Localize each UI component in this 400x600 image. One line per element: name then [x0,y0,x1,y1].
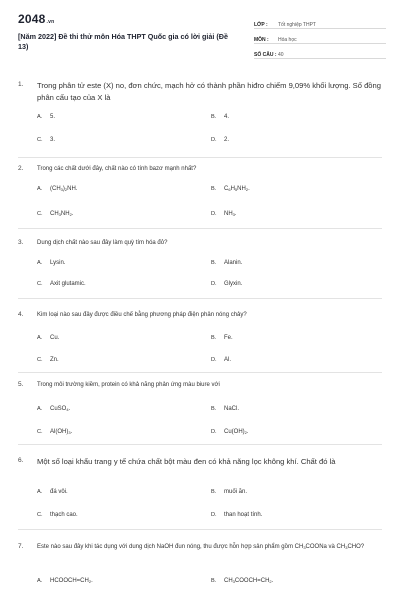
option-a[interactable] [37,333,59,343]
option-c[interactable] [37,427,72,437]
option-a[interactable] [37,487,68,497]
option-text: $CH_3NH_2$. [50,211,74,217]
option-text: than hoạt tính. [224,512,263,518]
option-a[interactable] [37,112,55,122]
option-b[interactable] [211,184,250,194]
question-number: 3. [18,239,24,246]
question-divider [18,157,382,158]
question-divider [18,529,382,530]
option-text: NaCl. [224,406,240,412]
option-text: $Al(OH)_3$. [50,429,73,435]
option-letter: D. [211,512,217,518]
option-text: Lysin. [50,260,66,266]
question-divider [18,444,382,445]
option-text: $CH_3COOCH=CH_2$. [224,578,274,584]
question-text: Dung dịch chất nào sau đây làm quỳ tím hóa đỏ? [37,240,168,246]
option-letter: B. [211,335,217,341]
question-text: Este nào sau đây khi tác dụng với dung dịch NaOH đun nóng, thu được hỗn hợp sản phẩm gồm $CH_3COONa$ và $CH_3CHO$? [37,544,365,550]
option-d[interactable] [211,510,262,520]
option-text: đá vôi. [50,489,68,495]
meta-label: MÔN : [254,37,269,43]
option-text: 3. [50,137,56,143]
option-letter: B. [211,260,217,266]
option-text: muối ăn. [224,489,248,495]
question-divider [18,228,382,229]
option-d[interactable] [211,135,229,145]
option-text: Cu. [50,335,60,341]
meta-row-subject [254,29,386,44]
option-letter: B. [211,489,217,495]
option-text: $NH_3$. [224,211,237,217]
option-b[interactable] [211,112,229,122]
option-text: Zn. [50,357,59,363]
option-letter: A. [37,260,43,266]
option-letter: D. [211,357,217,363]
option-text: Glyxin. [224,281,243,287]
option-letter: C. [37,211,43,217]
option-b[interactable] [211,576,273,586]
option-c[interactable] [37,355,59,365]
option-letter: B. [211,406,217,412]
option-c[interactable] [37,209,73,219]
option-letter: B. [211,578,217,584]
option-c[interactable] [37,510,78,520]
option-letter: C. [37,137,43,143]
meta-value: 40 [278,52,284,58]
option-a[interactable] [37,404,70,414]
options [37,184,382,244]
option-text: $Cu(OH)_2$. [224,429,249,435]
option-letter: B. [211,186,217,192]
option-text: $C_6H_5NH_2$. [224,186,250,192]
meta-row-class [254,14,386,29]
option-b[interactable] [211,333,233,343]
option-text: $HCOOCH=CH_2$. [50,578,93,584]
option-a[interactable] [37,258,65,268]
option-b[interactable] [211,258,242,268]
option-d[interactable] [211,209,237,219]
option-letter: D. [211,211,217,217]
option-a[interactable] [37,576,93,586]
question-3 [18,238,382,287]
question-7 [18,542,382,584]
meta-label: LỚP : [254,22,268,28]
option-letter: B. [211,114,217,120]
option-letter: D. [211,137,217,143]
question-6 [18,456,382,518]
option-c[interactable] [37,135,55,145]
option-text: Axit glutamic. [50,281,86,287]
option-b[interactable] [211,487,247,497]
option-letter: A. [37,335,43,341]
question-number: 1. [18,81,24,88]
exam-meta [254,14,386,59]
question-text: Trong phân tử este (X) no, đơn chức, mạch hở có thành phần hiđro chiếm 9,09% khối lượng. Số đồng phân cấu tạo của X là [37,81,381,102]
option-text: thạch cao. [50,512,78,518]
question-number: 5. [18,381,24,388]
option-text: $(CH_3)_2NH$. [50,186,78,192]
option-letter: A. [37,578,43,584]
option-letter: D. [211,429,217,435]
question-5 [18,380,382,435]
question-number: 7. [18,543,24,550]
meta-value: Hóa học [278,37,297,43]
option-d[interactable] [211,427,249,437]
question-text: Trong các chất dưới đây, chất nào có tính bazơ mạnh nhất? [37,166,197,172]
option-c[interactable] [37,279,86,289]
option-b[interactable] [211,404,239,414]
option-letter: D. [211,281,217,287]
question-divider [18,298,382,299]
question-number: 2. [18,165,24,172]
question-4 [18,310,382,363]
option-letter: C. [37,512,43,518]
meta-value: Tốt nghiệp THPT [278,22,316,28]
options [37,258,382,318]
question-text: Kim loại nào sau đây được điều chế bằng phương pháp điện phân nóng chảy? [37,312,247,318]
option-letter: A. [37,186,43,192]
option-letter: C. [37,281,43,287]
option-text: CuSO$_4$. [50,406,71,412]
meta-label: SỐ CÂU : [254,52,277,58]
option-letter: C. [37,429,43,435]
option-d[interactable] [211,355,231,365]
meta-row-count [254,44,386,59]
question-2 [18,164,382,217]
options [37,487,382,547]
question-text: Một số loại khẩu trang y tế chứa chất bột màu đen có khả năng lọc không khí. Chất đó là [37,457,336,466]
options [37,112,382,172]
question-divider [18,372,382,373]
option-text: Al. [224,357,232,363]
question-number: 4. [18,311,24,318]
option-text: 2. [224,137,230,143]
option-letter: C. [37,357,43,363]
option-d[interactable] [211,279,242,289]
question-number: 6. [18,457,24,464]
option-a[interactable] [37,184,77,194]
option-text: Fe. [224,335,233,341]
option-letter: A. [37,114,43,120]
option-letter: A. [37,489,43,495]
option-text: Alanin. [224,260,243,266]
question-text: Trong môi trường kiềm, protein có khả năng phản ứng màu biure với [37,382,220,388]
option-text: 4. [224,114,230,120]
site-logo[interactable]: 2048.vn [18,12,55,26]
options [37,576,382,600]
header [18,12,388,64]
option-letter: A. [37,406,43,412]
option-text: 5. [50,114,56,120]
exam-title: [Năm 2022] Đề thi thử môn Hóa THPT Quốc gia có lời giải (Đề 13) [18,32,228,51]
question-1 [18,80,382,143]
options [37,404,382,464]
